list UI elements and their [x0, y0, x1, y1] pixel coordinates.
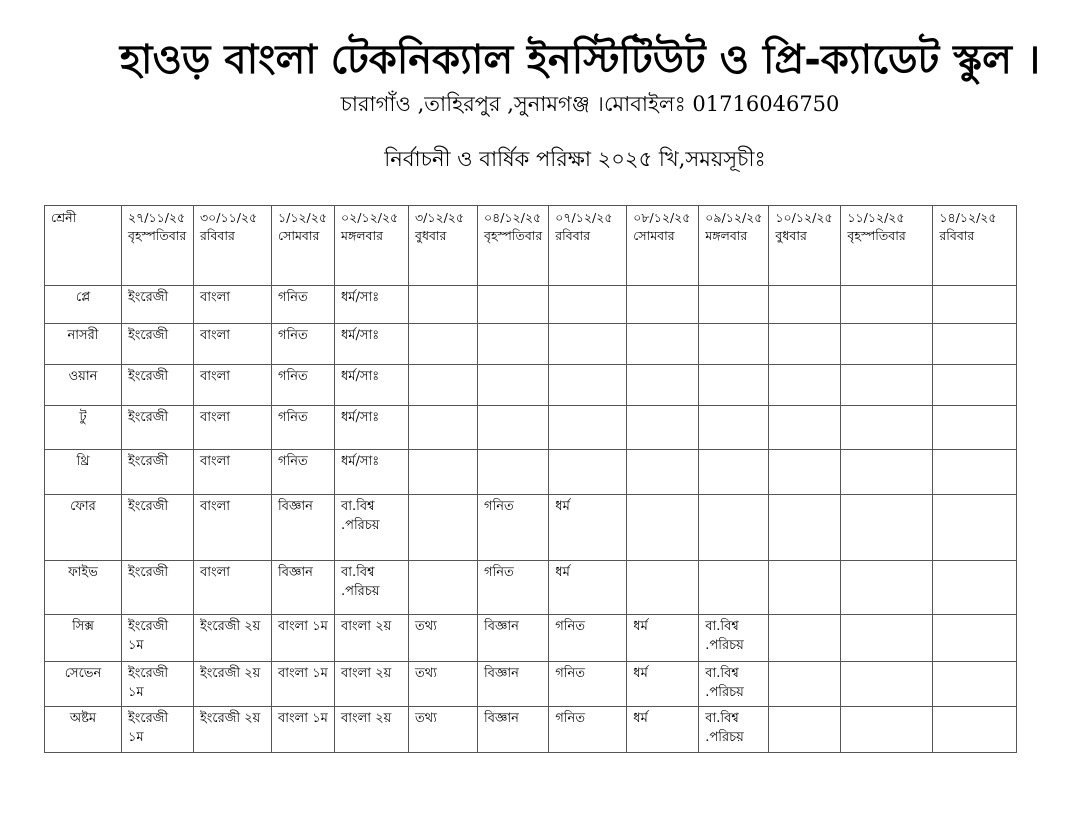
subject-cell: [769, 406, 841, 450]
column-date: ০৮/১২/২৫: [633, 210, 691, 225]
subject-cell: ধর্ম: [627, 707, 699, 753]
column-day: বুধবার: [775, 228, 807, 244]
subject-cell: [769, 662, 841, 707]
class-name-cell: সেভেন: [45, 662, 122, 707]
date-column-header: [122, 206, 194, 286]
date-column-header: [272, 206, 335, 286]
column-date: ১১/১২/২৫: [847, 210, 905, 225]
subject-cell: [841, 707, 933, 753]
column-day: রবিবার: [555, 228, 591, 244]
subject-cell: [409, 561, 478, 615]
subject-cell: গনিত: [478, 495, 549, 561]
subject-cell: বা.বিশ্ব .পরিচয়: [699, 615, 769, 662]
subject-cell: [627, 324, 699, 365]
exam-schedule-table: [44, 205, 1017, 753]
subject-cell: ধর্ম/সাঃ: [335, 324, 409, 365]
table-body: [45, 286, 1017, 753]
subject-cell: বা.বিশ্ব .পরিচয়: [699, 707, 769, 753]
subject-cell: [933, 615, 1017, 662]
column-date: ০২/১২/২৫: [341, 210, 399, 225]
subject-cell: বাংলা ১ম: [272, 615, 335, 662]
subject-cell: [769, 495, 841, 561]
date-column-header: [627, 206, 699, 286]
subject-cell: [549, 450, 627, 495]
subject-cell: ইংরেজী ১ম: [122, 707, 194, 753]
subject-cell: [699, 495, 769, 561]
subject-cell: [409, 406, 478, 450]
subject-cell: বাংলা: [194, 324, 272, 365]
table-row: [45, 450, 1017, 495]
subject-cell: বিজ্ঞান: [272, 495, 335, 561]
subject-cell: [841, 365, 933, 406]
institution-address: চারাগাঁও ,তাহিরপুর ,সুনামগঞ্জ ।মোবাইলঃ 01716046750: [340, 92, 840, 116]
subject-cell: [769, 707, 841, 753]
subject-cell: [769, 561, 841, 615]
subject-cell: বাংলা ২য়: [335, 615, 409, 662]
subject-cell: গনিত: [272, 286, 335, 324]
subject-cell: [769, 324, 841, 365]
subject-cell: ইংরেজী: [122, 286, 194, 324]
column-date: ১০/১২/২৫: [775, 210, 833, 225]
subject-cell: বিজ্ঞান: [478, 662, 549, 707]
subject-cell: [841, 324, 933, 365]
class-name-cell: অষ্টম: [45, 707, 122, 753]
subject-cell: [933, 450, 1017, 495]
column-day: মঙ্গলবার: [341, 228, 384, 244]
subject-cell: [409, 365, 478, 406]
subject-cell: [699, 324, 769, 365]
subject-cell: [549, 286, 627, 324]
subject-cell: বাংলা: [194, 450, 272, 495]
subject-cell: [841, 615, 933, 662]
subject-cell: [933, 365, 1017, 406]
subject-cell: [699, 286, 769, 324]
column-day: বুধবার: [415, 228, 447, 244]
subject-cell: [409, 324, 478, 365]
subject-cell: বাংলা: [194, 406, 272, 450]
date-column-header: [194, 206, 272, 286]
subject-cell: [699, 450, 769, 495]
table-header-row: [45, 206, 1017, 286]
subject-cell: [627, 450, 699, 495]
subject-cell: বাংলা ২য়: [335, 707, 409, 753]
subject-cell: ধর্ম/সাঃ: [335, 450, 409, 495]
subject-cell: [841, 450, 933, 495]
subject-cell: গনিত: [272, 324, 335, 365]
subject-cell: ইংরেজী ২য়: [194, 662, 272, 707]
subject-cell: [478, 406, 549, 450]
subject-cell: [933, 495, 1017, 561]
subject-cell: ইংরেজী: [122, 365, 194, 406]
class-name-cell: প্লে: [45, 286, 122, 324]
subject-cell: [627, 495, 699, 561]
subject-cell: [627, 365, 699, 406]
table-row: [45, 286, 1017, 324]
date-column-header: [478, 206, 549, 286]
class-column-header: শ্রেনী: [45, 206, 122, 286]
subject-cell: বাংলা ২য়: [335, 662, 409, 707]
table-row: [45, 561, 1017, 615]
subject-cell: তথ্য: [409, 707, 478, 753]
subject-cell: ইংরেজী ১ম: [122, 662, 194, 707]
subject-cell: বাংলা: [194, 286, 272, 324]
subject-cell: গনিত: [549, 707, 627, 753]
column-day: বৃহস্পতিবার: [847, 228, 906, 244]
subject-cell: ধর্ম/সাঃ: [335, 365, 409, 406]
subject-cell: [409, 450, 478, 495]
institution-title: হাওড় বাংলা টেকনিক্যাল ইনস্টিটিউট ও প্রি-ক্যাডেট স্কুল ।: [119, 37, 1041, 83]
subject-cell: বাংলা: [194, 561, 272, 615]
subject-cell: বিজ্ঞান: [272, 561, 335, 615]
subject-cell: [627, 286, 699, 324]
subject-cell: বাংলা: [194, 495, 272, 561]
subject-cell: গনিত: [549, 615, 627, 662]
subject-cell: তথ্য: [409, 615, 478, 662]
column-day: মঙ্গলবার: [705, 228, 748, 244]
subject-cell: [699, 561, 769, 615]
subject-cell: [409, 286, 478, 324]
subject-cell: বাংলা ১ম: [272, 662, 335, 707]
column-date: ১৪/১২/২৫: [939, 210, 997, 225]
subject-cell: বা.বিশ্ব .পরিচয়: [335, 561, 409, 615]
date-column-header: [769, 206, 841, 286]
subject-cell: [841, 561, 933, 615]
date-column-header: [699, 206, 769, 286]
table-row: [45, 615, 1017, 662]
column-day: রবিবার: [939, 228, 975, 244]
table-row: [45, 324, 1017, 365]
table-row: [45, 365, 1017, 406]
subject-cell: [409, 495, 478, 561]
subject-cell: গনিত: [549, 662, 627, 707]
column-date: ৩০/১১/২৫: [200, 210, 258, 225]
class-name-cell: ওয়ান: [45, 365, 122, 406]
date-column-header: [841, 206, 933, 286]
subject-cell: [627, 406, 699, 450]
subject-cell: [841, 286, 933, 324]
subject-cell: বিজ্ঞান: [478, 615, 549, 662]
subject-cell: [933, 561, 1017, 615]
subject-cell: [933, 406, 1017, 450]
class-name-cell: নাসরী: [45, 324, 122, 365]
subject-cell: [478, 324, 549, 365]
subject-cell: গনিত: [272, 406, 335, 450]
subject-cell: ধর্ম/সাঃ: [335, 286, 409, 324]
class-name-cell: সিক্স: [45, 615, 122, 662]
column-date: ০৯/১২/২৫: [705, 210, 763, 225]
subject-cell: [841, 495, 933, 561]
subject-cell: [933, 662, 1017, 707]
table-row: [45, 707, 1017, 753]
subject-cell: [769, 450, 841, 495]
subject-cell: ধর্ম: [549, 561, 627, 615]
subject-cell: [478, 365, 549, 406]
subject-cell: ধর্ম: [627, 662, 699, 707]
subject-cell: ইংরেজী: [122, 450, 194, 495]
class-name-cell: ফোর: [45, 495, 122, 561]
subject-cell: [933, 324, 1017, 365]
table-row: [45, 406, 1017, 450]
subject-cell: ইংরেজী: [122, 406, 194, 450]
subject-cell: ইংরেজী: [122, 324, 194, 365]
class-name-cell: থ্রি: [45, 450, 122, 495]
table-row: [45, 662, 1017, 707]
subject-cell: গনিত: [272, 450, 335, 495]
class-name-cell: ফাইভ: [45, 561, 122, 615]
exam-schedule-heading: নির্বাচনী ও বার্ষিক পরিক্ষা ২০২৫ খি,সময়সূচীঃ: [384, 147, 766, 171]
subject-cell: [841, 406, 933, 450]
subject-cell: [627, 561, 699, 615]
subject-cell: বিজ্ঞান: [478, 707, 549, 753]
subject-cell: বা.বিশ্ব .পরিচয়: [335, 495, 409, 561]
subject-cell: [841, 662, 933, 707]
subject-cell: বা.বিশ্ব .পরিচয়: [699, 662, 769, 707]
subject-cell: [933, 707, 1017, 753]
subject-cell: [549, 365, 627, 406]
column-date: ০৪/১২/২৫: [484, 210, 542, 225]
subject-cell: ইংরেজী ২য়: [194, 707, 272, 753]
column-date: ১/১২/২৫: [278, 210, 328, 225]
subject-cell: [933, 286, 1017, 324]
subject-cell: গনিত: [478, 561, 549, 615]
column-date: ০৭/১২/২৫: [555, 210, 613, 225]
subject-cell: ইংরেজী: [122, 561, 194, 615]
date-column-header: [409, 206, 478, 286]
subject-cell: ইংরেজী ১ম: [122, 615, 194, 662]
subject-cell: তথ্য: [409, 662, 478, 707]
subject-cell: [478, 286, 549, 324]
subject-cell: ইংরেজী: [122, 495, 194, 561]
subject-cell: [549, 406, 627, 450]
date-column-header: [335, 206, 409, 286]
subject-cell: বাংলা: [194, 365, 272, 406]
subject-cell: ইংরেজী ২য়: [194, 615, 272, 662]
table-row: [45, 495, 1017, 561]
date-column-header: [549, 206, 627, 286]
subject-cell: [769, 286, 841, 324]
column-day: বৃহস্পতিবার: [128, 228, 187, 244]
subject-cell: ধর্ম/সাঃ: [335, 406, 409, 450]
column-day: সোমবার: [633, 228, 675, 244]
subject-cell: [478, 450, 549, 495]
column-date: ৩/১২/২৫: [415, 210, 465, 225]
column-date: ২৭/১১/২৫: [128, 210, 186, 225]
subject-cell: [769, 615, 841, 662]
subject-cell: [549, 324, 627, 365]
column-day: বৃহস্পতিবার: [484, 228, 543, 244]
column-day: সোমবার: [278, 228, 320, 244]
subject-cell: [699, 406, 769, 450]
subject-cell: ধর্ম: [627, 615, 699, 662]
subject-cell: গনিত: [272, 365, 335, 406]
subject-cell: ধর্ম: [549, 495, 627, 561]
subject-cell: [769, 365, 841, 406]
subject-cell: বাংলা ১ম: [272, 707, 335, 753]
class-name-cell: টু: [45, 406, 122, 450]
date-column-header: [933, 206, 1017, 286]
column-day: রবিবার: [200, 228, 235, 244]
subject-cell: [699, 365, 769, 406]
